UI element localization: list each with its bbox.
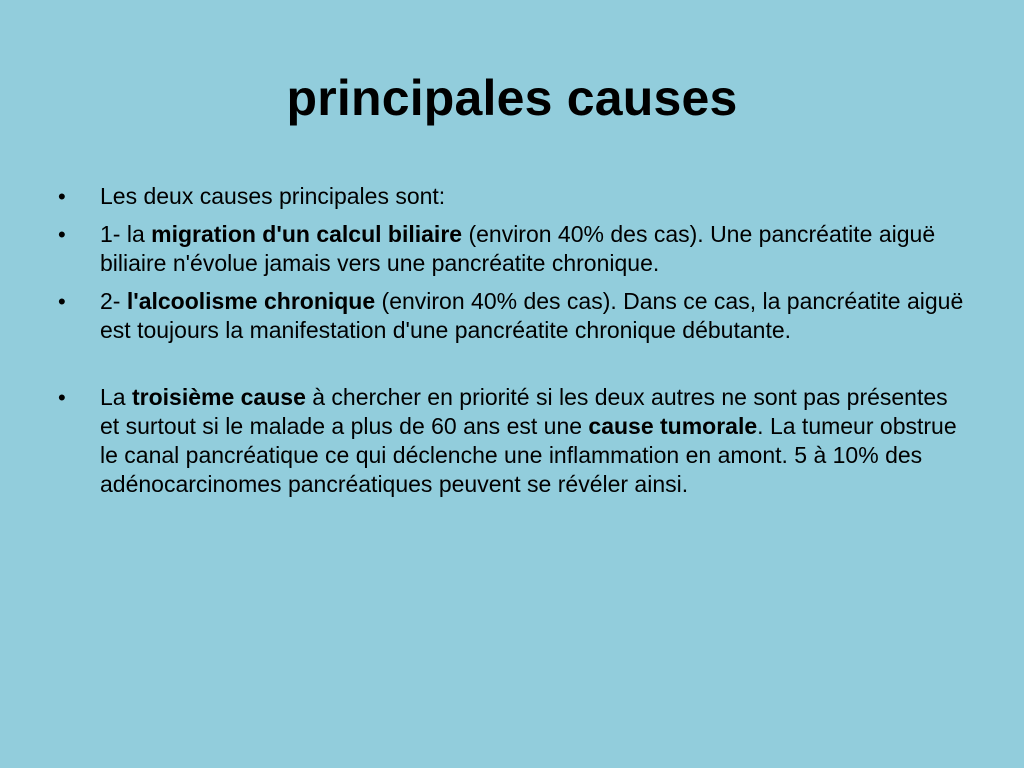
bullet-text-segment: (environ 40% des cas). Une pancréatite aiguë biliaire n'évolue jamais vers une pancréatite chronique.: [100, 221, 936, 276]
bullet-text-segment: 2-: [100, 288, 127, 314]
bullet-text: [100, 288, 963, 343]
bullet-text-segment: . La tumeur obstrue le canal pancréatique ce qui déclenche une inflammation en amont. 5 à 10% des adénocarcinomes pancréatiques peuvent se révéler ainsi.: [100, 413, 957, 497]
bullet-dot-icon: •: [58, 222, 66, 247]
bullet-emphasis: migration d'un calcul biliaire: [151, 221, 463, 247]
bullet-text-segment: La: [100, 384, 132, 410]
slide-title: principales causes: [286, 70, 738, 126]
bullet-item: [58, 383, 968, 499]
bullet-text-segment: (environ 40% des cas). Dans ce cas, la pancréatite aiguë est toujours la manifestation d'une pancréatite chronique débutante.: [100, 288, 964, 343]
bullet-dot-icon: •: [58, 184, 66, 209]
bullet-item: [58, 287, 968, 345]
bullet-text: [100, 183, 445, 209]
bullet-emphasis: l'alcoolisme chronique: [126, 288, 376, 314]
bullet-text-segment: 1- la: [100, 221, 152, 247]
bullet-item: [58, 220, 968, 278]
bullet-text-segment: à chercher en priorité si les deux autres ne sont pas présentes et surtout si le malade a plus de 60 ans est une: [100, 384, 948, 439]
bullet-emphasis: cause tumorale: [588, 413, 758, 439]
bullet-dot-icon: •: [58, 289, 66, 314]
bullet-dot-icon: •: [58, 385, 66, 410]
bullet-text: [100, 221, 935, 276]
bullet-emphasis: troisième cause: [131, 384, 306, 410]
bullet-text-segment: Les deux causes principales sont:: [100, 183, 446, 209]
bullet-list: [58, 182, 968, 508]
bullet-text: [100, 384, 957, 497]
bullet-item: [58, 182, 968, 211]
